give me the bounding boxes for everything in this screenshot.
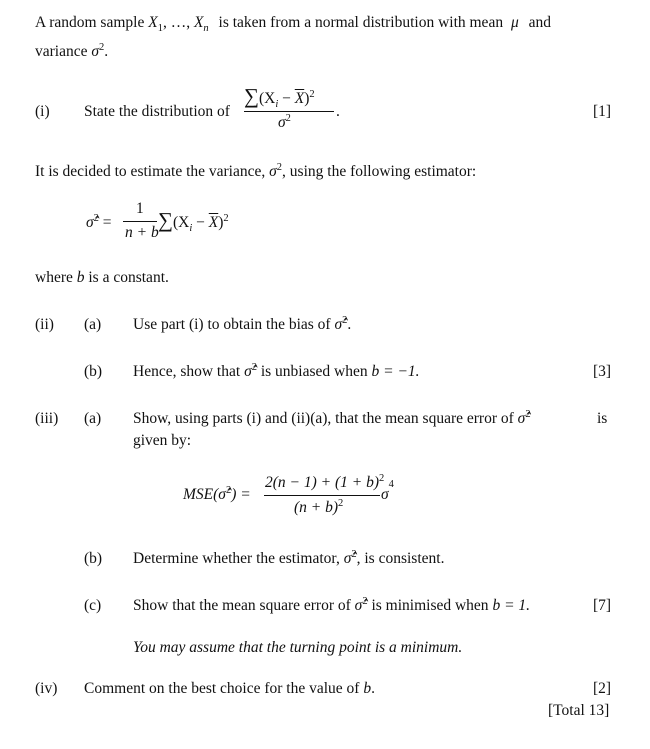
part-iii-c-label: (c) (84, 597, 102, 614)
part-iii-b-label: (b) (84, 550, 103, 567)
part-iv-marks: [2] (593, 680, 612, 697)
part-i-numerator: $\sum(X_i - \overline{X})^2$ (244, 84, 315, 111)
part-ii-a-text: Use part (i) to obtain the bias of σ̂$^2$. (133, 314, 352, 333)
part-iii-a-text: Show, using parts (i) and (ii)(a), that the mean square error of σ̂$^2$ (133, 408, 531, 427)
estimator-num: 1 (136, 200, 144, 217)
part-i-marks: [1] (593, 103, 612, 120)
part-iii-label: (iii) (35, 410, 59, 427)
part-iii-a-label: (a) (84, 410, 102, 427)
part-i-period: . (336, 103, 340, 120)
intro-line-1: A random sample $X_1$, …, $X_n$ is taken from a normal distribution with mean μ and (35, 14, 551, 35)
mse-fraction-bar (264, 495, 380, 496)
part-i-text: State the distribution of (84, 103, 230, 120)
estimator-sum: $\sum(X_i - \overline{X})^2$ (158, 208, 229, 235)
part-i-denominator: $\sigma^2$ (278, 112, 291, 131)
part-i-fraction-bar (244, 111, 334, 112)
mse-denominator: $(n + b)^2$ (294, 497, 344, 516)
part-iii-b-text: Determine whether the estimator, σ̂$^2$, is consistent. (133, 548, 445, 567)
part-iii-a-text2: given by: (133, 432, 192, 449)
intro-line-2: variance $\sigma^2$. (35, 41, 109, 60)
estimator-lhs: σ̂$^2$ = (86, 212, 112, 231)
part-iv-text: Comment on the best choice for the value of b. (84, 680, 375, 697)
part-iv-label: (iv) (35, 680, 58, 697)
part-iii-a-is: is (597, 410, 608, 427)
estimator-fraction-bar (123, 221, 157, 222)
part-ii-b-text: Hence, show that σ̂$^2$ is unbiased when b = −1. (133, 361, 420, 380)
mse-numerator: $2(n - 1) + (1 + b)^2$ (265, 472, 385, 491)
mse-lhs: MSE(σ̂$^2$) = (183, 484, 251, 503)
part-ii-b-label: (b) (84, 363, 103, 380)
part-iii-marks: [7] (593, 597, 612, 614)
estimator-intro: It is decided to estimate the variance, $\sigma^2$, using the following estimator: (35, 161, 477, 180)
estimator-den: n + b (125, 224, 159, 241)
where-line: where b is a constant. (35, 269, 169, 286)
part-ii-a-label: (a) (84, 316, 102, 333)
mse-sigma4: $\sigma^4$ (381, 478, 394, 503)
part-ii-marks: [3] (593, 363, 612, 380)
total-marks: [Total 13] (548, 702, 610, 719)
part-iii-c-text: Show that the mean square error of σ̂$^2$ is minimised when b = 1. (133, 595, 531, 614)
part-iii-note: You may assume that the turning point is a minimum. (133, 639, 463, 656)
part-ii-label: (ii) (35, 316, 54, 333)
part-i-label: (i) (35, 103, 50, 120)
